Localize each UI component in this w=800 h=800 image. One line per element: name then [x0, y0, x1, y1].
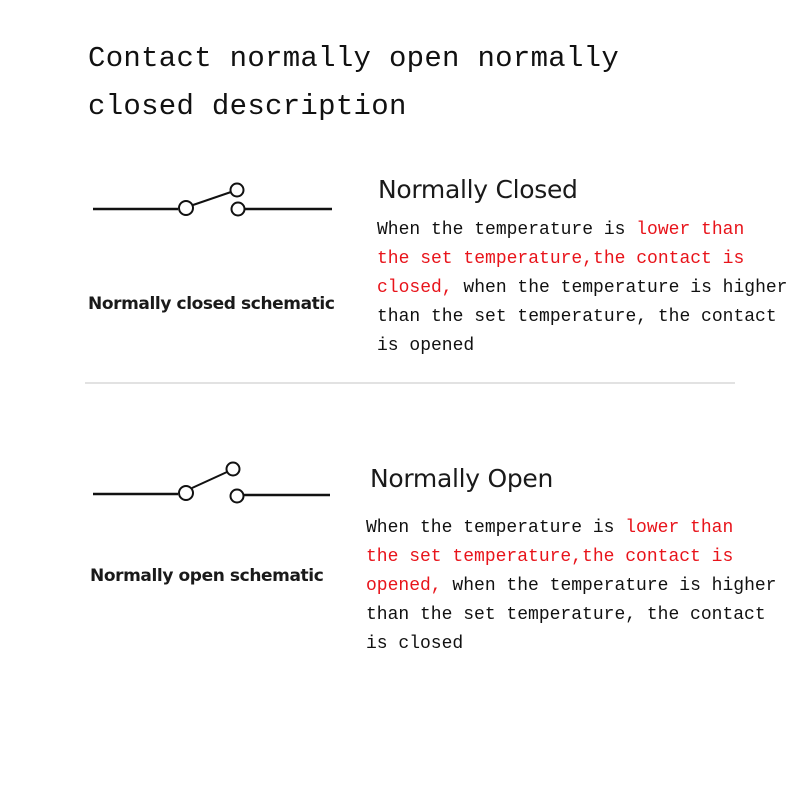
description-line: is opened	[377, 336, 475, 356]
description-line: When the temperature is lower than	[366, 518, 734, 538]
description-line: closed, when the temperature is higher	[377, 278, 788, 298]
nc-left-terminal	[179, 201, 193, 215]
description-line: than the set temperature, the contact	[366, 605, 766, 625]
no-switch-blade	[192, 472, 227, 488]
no-lower-terminal	[231, 490, 244, 503]
normally-closed-description	[377, 216, 787, 361]
description-line: is closed	[366, 634, 464, 654]
description-line: When the temperature is lower than	[377, 220, 745, 240]
description-line: the set temperature,the contact is	[377, 249, 745, 269]
no-left-terminal	[179, 486, 193, 500]
description-line: the set temperature,the contact is	[366, 547, 734, 567]
normally-open-schematic-caption: Normally open schematic	[90, 566, 324, 586]
nc-lower-terminal	[232, 203, 245, 216]
description-line: opened, when the temperature is higher	[366, 576, 777, 596]
description-line: than the set temperature, the contact	[377, 307, 777, 327]
section-divider	[85, 382, 735, 384]
normally-open-description	[366, 514, 776, 659]
page-title-line-1: Contact normally open normally	[88, 42, 620, 75]
normally-closed-schematic-caption: Normally closed schematic	[88, 294, 335, 314]
normally-closed-schematic-diagram	[0, 170, 350, 250]
normally-closed-heading: Normally Closed	[378, 175, 578, 204]
nc-upper-terminal	[231, 184, 244, 197]
normally-open-heading: Normally Open	[370, 464, 554, 493]
nc-switch-blade	[193, 192, 231, 205]
normally-open-schematic-diagram	[0, 455, 350, 535]
page-title-line-2: closed description	[88, 90, 407, 123]
no-upper-terminal	[227, 463, 240, 476]
